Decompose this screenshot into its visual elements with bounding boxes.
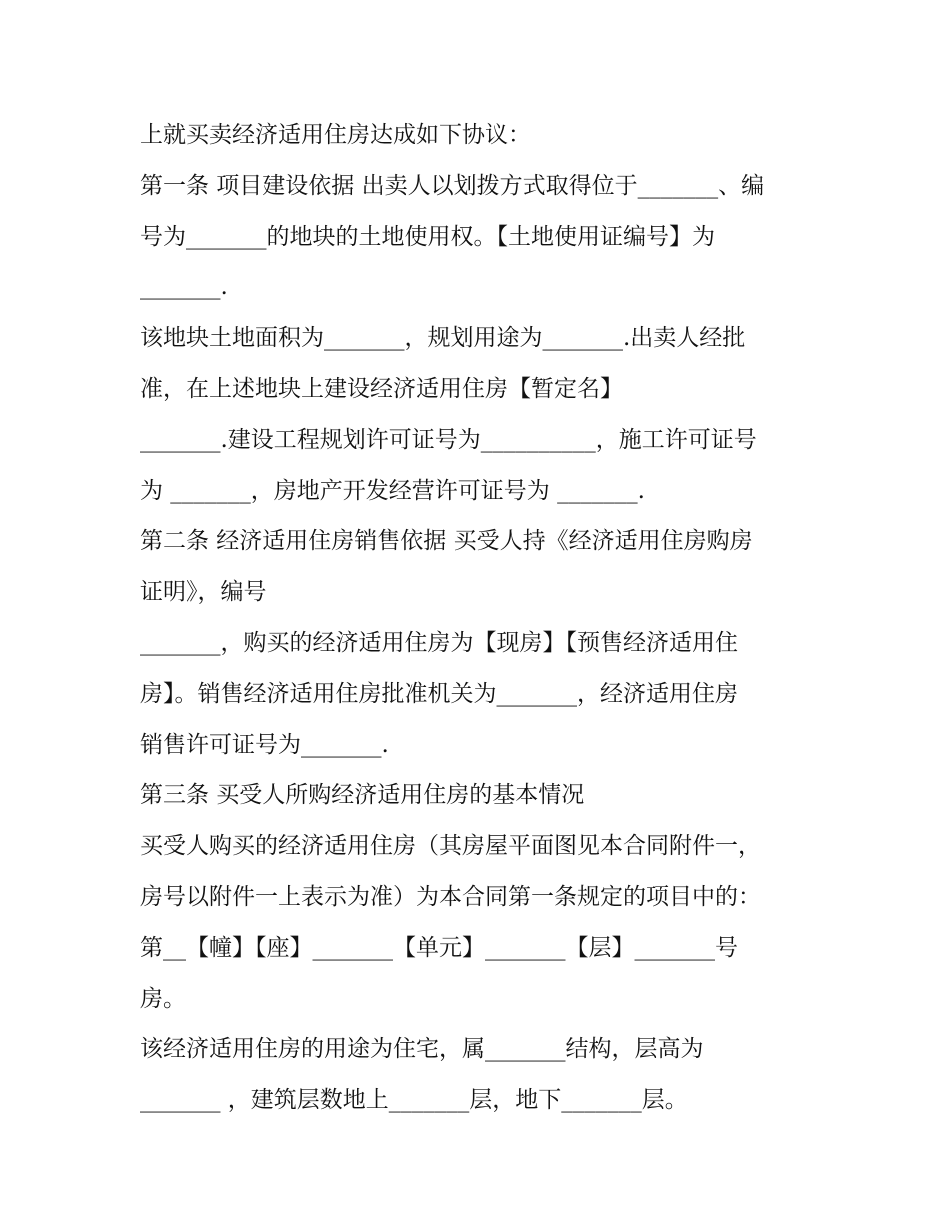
text-line: 准，在上述地块上建设经济适用住房【暂定名】 (140, 375, 623, 402)
text-line: 销售许可证号为_______. (140, 731, 389, 758)
text-line: 上就买卖经济适用住房达成如下协议： (140, 122, 531, 148)
text-line: 房号以附件一上表示为准）为本合同第一条规定的项目中的： (140, 883, 761, 910)
text-line: 买受人购买的经济适用住房（其房屋平面图见本合同附件一， (140, 833, 761, 860)
contract-text (140, 110, 820, 1126)
text-line: 该地块土地面积为_______，规划用途为_______.出卖人经批 (140, 325, 746, 352)
text-line: 为 _______，房地产开发经营许可证号为 _______. (140, 477, 645, 504)
text-line: 第二条 经济适用住房销售依据 买受人持《经济适用住房购房 (140, 528, 753, 555)
text-line: _______.建设工程规划许可证号为__________，施工许可证号 (140, 426, 757, 453)
text-line: 第__【幢】【座】_______【单元】_______【层】_______号 (140, 934, 738, 961)
text-line: 该经济适用住房的用途为住宅，属_______结构，层高为 (140, 1036, 704, 1063)
text-line: _______. (140, 274, 228, 301)
text-line: 房。 (140, 985, 186, 1012)
text-line: 证明》，编号 (140, 579, 267, 606)
text-line: _______ ，建筑层数地上_______层，地下_______层。 (140, 1087, 688, 1114)
text-line: 第一条 项目建设依据 出卖人以划拨方式取得位于_______、编 (140, 172, 765, 199)
text-line: _______，购买的经济适用住房为【现房】【预售经济适用住 (140, 629, 738, 656)
text-line: 房】。销售经济适用住房批准机关为_______，经济适用住房 (140, 680, 738, 707)
text-line: 号为_______的地块的土地使用权。【土地使用证编号】为 (140, 223, 715, 250)
text-line: 第三条 买受人所购经济适用住房的基本情况 (140, 782, 585, 809)
